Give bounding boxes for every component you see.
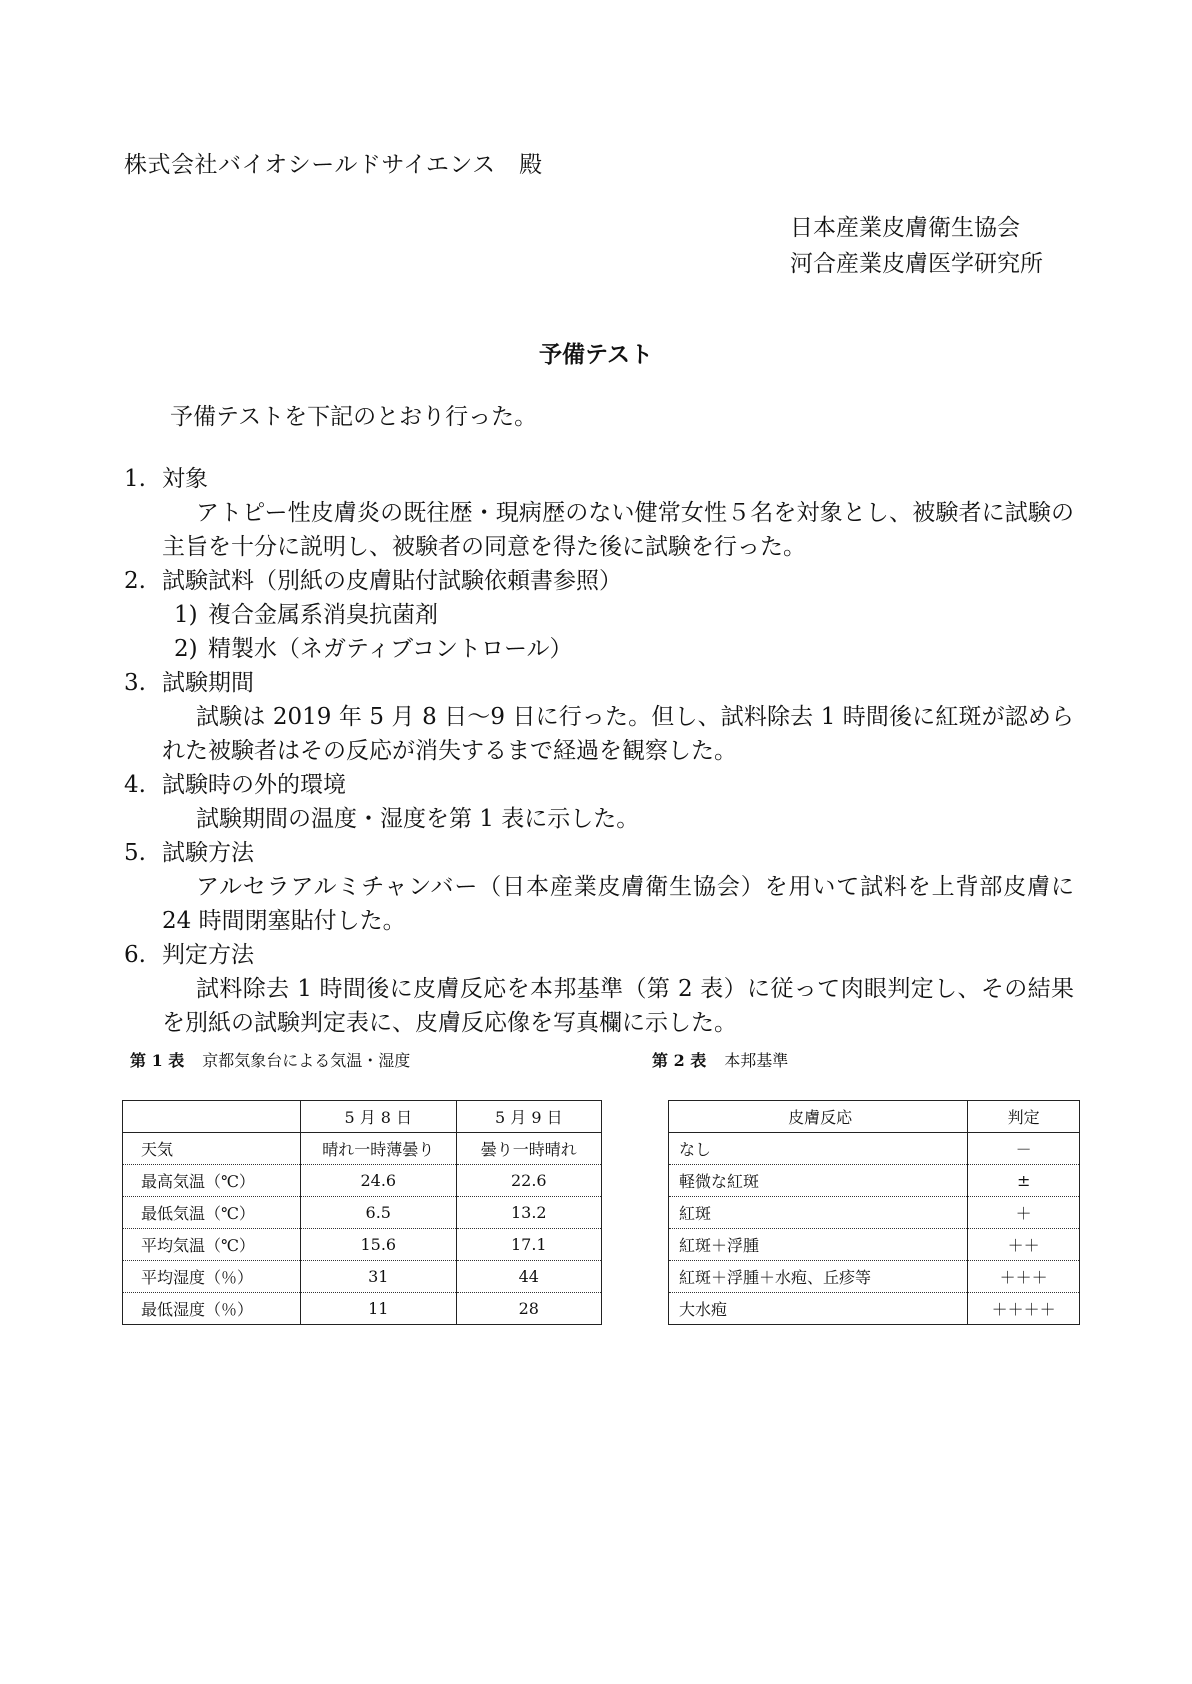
section-heading: 試験方法 (162, 840, 254, 866)
table-row (123, 1133, 602, 1165)
table-cell: 平均気温（℃） (123, 1229, 301, 1261)
section-number: 1. (124, 466, 146, 492)
table-header-row (123, 1101, 602, 1133)
sender-organization: 日本産業皮膚衛生協会 (790, 215, 1020, 241)
table-cell: 22.6 (456, 1165, 601, 1197)
sender-institute: 河合産業皮膚医学研究所 (790, 251, 1043, 277)
table-cell: ＋ (968, 1197, 1080, 1229)
sample-item (124, 598, 1074, 632)
table2-caption-text: 本邦基準 (724, 1051, 789, 1070)
table-cell: 6.5 (300, 1197, 456, 1229)
table-cell: 24.6 (300, 1165, 456, 1197)
section-body: アトピー性皮膚炎の既往歴・現病歴のない健常女性５名を対象とし、被験者に試験の主旨を十分に説明し、被験者の同意を得た後に試験を行った。 (162, 500, 1074, 560)
table1-caption-label: 第 1 表 (130, 1051, 185, 1070)
sample-item (124, 632, 1074, 666)
table-cell: 28 (456, 1293, 601, 1325)
table-cell: 15.6 (300, 1229, 456, 1261)
section-test-samples (124, 564, 1074, 666)
table-header-cell: 5 月 8 日 (300, 1101, 456, 1133)
table-cell: 曇り一時晴れ (456, 1133, 601, 1165)
table-cell: 最低湿度（％） (123, 1293, 301, 1325)
table-cell: ＋＋＋＋ (968, 1293, 1080, 1325)
table1-caption-text: 京都気象台による気温・湿度 (202, 1051, 411, 1070)
section-body: 試料除去 1 時間後に皮膚反応を本邦基準（第 2 表）に従って肉眼判定し、その結果を別紙の試験判定表に、皮膚反応像を写真欄に示した。 (162, 976, 1074, 1036)
table-cell: なし (669, 1133, 968, 1165)
section-heading: 対象 (162, 466, 208, 492)
section-body: アルセラアルミチャンバー（日本産業皮膚衛生協会）を用いて試料を上背部皮膚に 24 時間閉塞貼付した。 (162, 874, 1074, 934)
table-row (669, 1197, 1080, 1229)
table-cell: 大水疱 (669, 1293, 968, 1325)
section-subjects (124, 462, 1074, 564)
table-header-cell: 5 月 9 日 (456, 1101, 601, 1133)
table-cell: 17.1 (456, 1229, 601, 1261)
table-cell: 最高気温（℃） (123, 1165, 301, 1197)
table-row (669, 1293, 1080, 1325)
table-cell: － (968, 1133, 1080, 1165)
table-cell: 紅斑＋浮腫 (669, 1229, 968, 1261)
table-cell: 平均湿度（％） (123, 1261, 301, 1293)
table2-caption-label: 第 2 表 (652, 1051, 707, 1070)
table-row (669, 1165, 1080, 1197)
table-header-cell (123, 1101, 301, 1133)
table-row (123, 1165, 602, 1197)
section-number: 5. (124, 840, 146, 866)
table-row (123, 1261, 602, 1293)
weather-table (122, 1100, 602, 1325)
section-number: 2. (124, 568, 146, 594)
table-cell: 44 (456, 1261, 601, 1293)
table-cell: ± (968, 1165, 1080, 1197)
section-body: 試験期間の温度・湿度を第 1 表に示した。 (196, 806, 640, 832)
table1-caption (130, 1048, 410, 1071)
section-heading: 判定方法 (162, 942, 254, 968)
section-heading: 試験期間 (162, 670, 254, 696)
section-test-method (124, 836, 1074, 938)
section-heading: 試験試料（別紙の皮膚貼付試験依頼書参照） (162, 568, 622, 594)
sample-item-text: 複合金属系消臭抗菌剤 (208, 602, 438, 628)
section-body: 試験は 2019 年 5 月 8 日～9 日に行った。但し、試料除去 1 時間後に紅斑が認められた被験者はその反応が消失するまで経過を観察した。 (162, 704, 1074, 764)
sample-item-text: 精製水（ネガティブコントロール） (208, 636, 573, 662)
table-cell: 紅斑＋浮腫＋水疱、丘疹等 (669, 1261, 968, 1293)
criteria-table (668, 1100, 1080, 1325)
table-header-cell: 皮膚反応 (669, 1101, 968, 1133)
sections-list (124, 462, 1074, 1040)
table-row (669, 1261, 1080, 1293)
table-cell: ＋＋＋ (968, 1261, 1080, 1293)
table-cell: 最低気温（℃） (123, 1197, 301, 1229)
table-row (123, 1293, 602, 1325)
table-cell: 晴れ一時薄曇り (300, 1133, 456, 1165)
sender-block (790, 210, 1043, 282)
table-cell: 軽微な紅斑 (669, 1165, 968, 1197)
table-cell: 紅斑 (669, 1197, 968, 1229)
table-header-cell: 判定 (968, 1101, 1080, 1133)
table-cell: 13.2 (456, 1197, 601, 1229)
section-evaluation-method (124, 938, 1074, 1040)
addressee: 株式会社バイオシールドサイエンス 殿 (124, 152, 543, 178)
section-number: 6. (124, 942, 146, 968)
table-row (123, 1229, 602, 1261)
table-cell: 11 (300, 1293, 456, 1325)
table-header-row (669, 1101, 1080, 1133)
section-number: 4. (124, 772, 146, 798)
section-environment (124, 768, 1074, 836)
document-title: 予備テスト (538, 341, 654, 368)
section-heading: 試験時の外的環境 (162, 772, 346, 798)
table-row (669, 1133, 1080, 1165)
table-cell: ＋＋ (968, 1229, 1080, 1261)
table-cell: 31 (300, 1261, 456, 1293)
section-test-period (124, 666, 1074, 768)
table-cell: 天気 (123, 1133, 301, 1165)
sample-item-number: 1) (174, 602, 198, 628)
sample-item-number: 2) (174, 636, 198, 662)
intro-text: 予備テストを下記のとおり行った。 (170, 404, 538, 430)
table-row (123, 1197, 602, 1229)
table2-caption (652, 1048, 788, 1071)
table-row (669, 1229, 1080, 1261)
section-number: 3. (124, 670, 146, 696)
